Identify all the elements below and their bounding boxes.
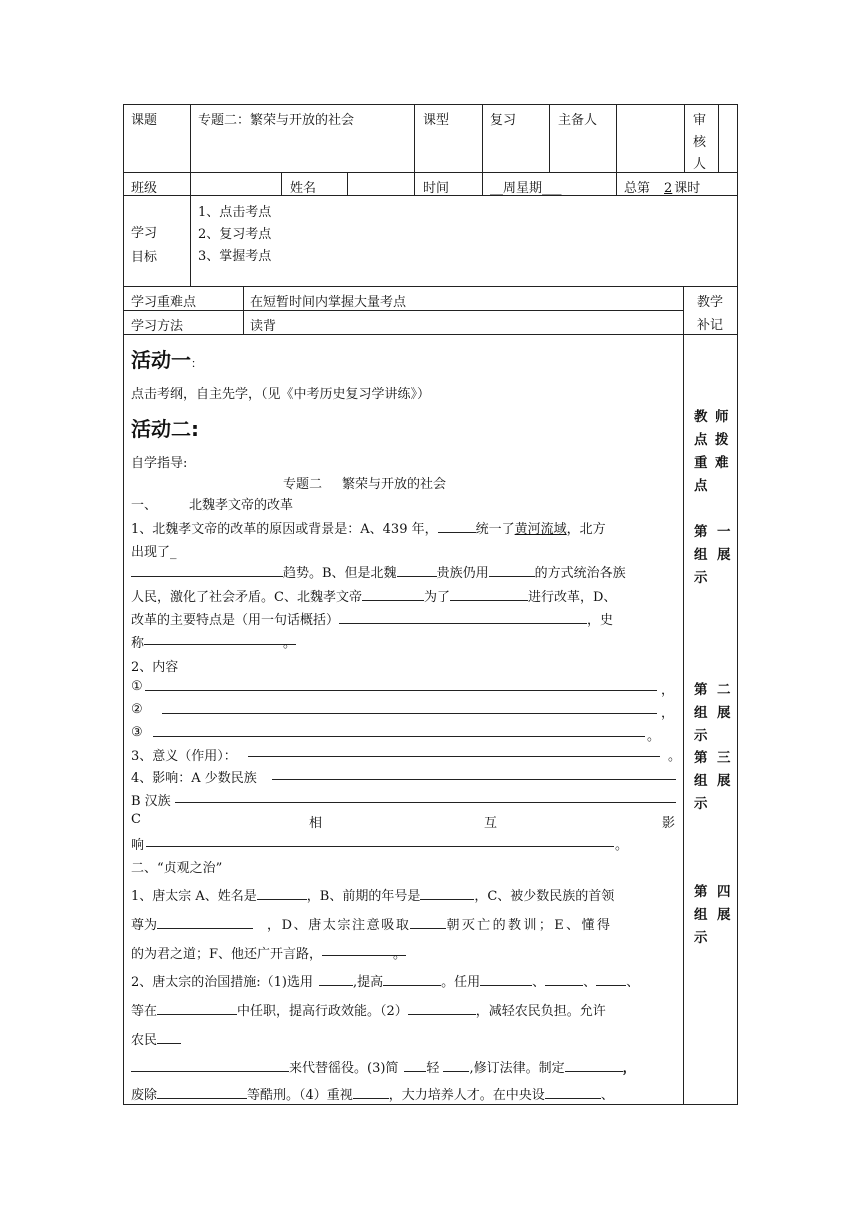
- text-span: 人民，激化了社会矛盾。C、北魏孝文帝: [131, 590, 362, 605]
- group1-char: 一: [717, 524, 731, 540]
- reform-background-line-4: [131, 586, 616, 605]
- measures-line-4: [131, 1057, 636, 1076]
- col-divider: [683, 286, 684, 1104]
- col-divider: [616, 172, 617, 195]
- blank-line: [248, 756, 660, 757]
- reform-background-line-1: [131, 518, 606, 537]
- reform-background-line-2: 出现了_: [131, 545, 177, 560]
- text-span: 的方式统治各族: [534, 566, 626, 581]
- text-span: 进行改革，D、: [527, 590, 617, 605]
- col-divider: [190, 104, 191, 172]
- text-span: ，: [622, 1061, 636, 1076]
- text-span: ，大力培养人才。在中央设: [388, 1088, 545, 1103]
- group3-char: 第: [694, 750, 708, 766]
- text-span: 贵族仍用: [436, 566, 489, 581]
- text-span: 。任用: [441, 975, 481, 990]
- self-study-guide: 自学指导:: [131, 456, 188, 471]
- col-divider: [482, 172, 483, 195]
- influence-c-char: 影: [662, 816, 676, 831]
- col-divider: [243, 286, 244, 334]
- group3-char: 示: [694, 796, 708, 812]
- row-divider: [123, 172, 738, 173]
- table-bottom-border: [123, 1104, 738, 1105]
- blank-line: [153, 736, 645, 737]
- sidebar-teacher-2: 师: [715, 409, 729, 425]
- comma: ，: [661, 683, 675, 698]
- group2-char: 第: [694, 682, 708, 698]
- reform-background-line-5: [131, 609, 613, 628]
- sidebar-teacher-1: 教: [694, 409, 708, 425]
- yellow-river-text: 黄河流域: [514, 522, 567, 537]
- text-span: ，减轻农民负担。允许: [475, 1004, 606, 1019]
- text-span: ,提高: [353, 975, 384, 990]
- blank-line: [162, 713, 657, 714]
- blank-line: [145, 690, 657, 691]
- group2-char: 示: [694, 728, 708, 744]
- total-prefix: 总第: [624, 181, 651, 196]
- goals-label-2: 目标: [131, 250, 158, 265]
- group2-char: 展: [717, 705, 731, 721]
- reform-background-line-6: [131, 632, 296, 651]
- col-divider: [549, 104, 550, 172]
- key-points-value: 在短暂时间内掌握大量考点: [250, 295, 407, 310]
- influence-a: 4、影响：A 少数民族: [131, 771, 257, 786]
- text-span: 2、唐太宗的治国措施:（1)选用: [131, 975, 313, 990]
- time-value: __周星期___: [490, 181, 562, 196]
- text-span: 废除: [131, 1088, 158, 1103]
- goals-label-1: 学习: [131, 226, 158, 241]
- row-divider: [123, 286, 738, 287]
- group4-char: 示: [694, 930, 708, 946]
- text-span: 改革的主要特点是（用一句话概括）: [131, 613, 340, 628]
- text-span: 。: [283, 636, 297, 651]
- influence-c-char: 互: [484, 816, 498, 831]
- measures-line-5: [131, 1084, 614, 1103]
- sidebar-teacher-4: 拨: [715, 432, 729, 448]
- group4-char: 四: [717, 884, 731, 900]
- text-span: 、: [600, 1088, 614, 1103]
- influence-c-char: 响: [131, 838, 145, 853]
- text-span: 统一了: [475, 522, 515, 537]
- col-divider: [281, 172, 282, 195]
- text-span: 等酷刑。（4）重视: [247, 1088, 353, 1103]
- text-span: 来代替徭役。(3)简: [289, 1061, 399, 1076]
- text-span: ，D、唐太宗注意吸取: [267, 918, 411, 933]
- label-name: 姓名: [290, 181, 317, 196]
- taizong-line-2: [131, 914, 612, 933]
- goal-item: 2、复习考点: [198, 227, 272, 242]
- group3-char: 展: [717, 773, 731, 789]
- table-left-border: [123, 104, 124, 1104]
- total-number: 2: [664, 181, 673, 196]
- topic-value: 专题二：繁荣与开放的社会: [198, 113, 355, 128]
- col-divider: [684, 104, 685, 172]
- label-key-points: 学习重难点: [131, 295, 197, 310]
- label-type: 课型: [423, 113, 450, 128]
- sidebar-teacher-3: 点: [694, 432, 708, 448]
- col-divider: [190, 172, 191, 286]
- row-divider: [123, 310, 683, 311]
- table-top-border: [123, 104, 738, 105]
- total-suffix: 课时: [674, 181, 701, 196]
- total-lessons: [624, 177, 700, 196]
- section-subtitle: [283, 473, 446, 492]
- sidebar-teacher-6: 重: [694, 455, 708, 471]
- content-item-3: ③: [131, 725, 143, 740]
- blank-line: [146, 846, 614, 847]
- content-item-1: ①: [131, 679, 143, 694]
- table-right-border: [737, 104, 738, 1104]
- group1-char: 示: [694, 570, 708, 586]
- taizong-line-3: [131, 943, 406, 962]
- subtitle-part-a: 专题二: [283, 477, 323, 492]
- col-divider: [718, 104, 719, 172]
- measures-line-1: [131, 971, 639, 990]
- measures-line-2: [131, 1000, 606, 1019]
- group4-char: 第: [694, 884, 708, 900]
- activity-one-heading: [131, 344, 202, 373]
- text-span: 中任职，提高行政效能。（2）: [237, 1004, 408, 1019]
- text-span: 轻: [426, 1061, 440, 1076]
- reviewer-char-3: 人: [693, 157, 707, 172]
- label-reviewer: [693, 109, 706, 172]
- influence-b: B 汉族: [131, 794, 171, 809]
- method-value: 读背: [250, 319, 277, 334]
- label-time: 时间: [423, 181, 450, 196]
- col-divider: [414, 104, 415, 195]
- text-span: ，史: [587, 613, 614, 628]
- text-span: ，C、被少数民族的首领: [474, 889, 615, 904]
- group3-char: 三: [717, 750, 731, 766]
- label-topic: 课题: [131, 113, 158, 128]
- section-two-title: 二、“贞观之治”: [131, 861, 223, 876]
- significance-label: 3、意义（作用）：: [131, 749, 237, 764]
- reform-background-line-3: [131, 562, 626, 581]
- group2-char: 组: [694, 705, 708, 721]
- text-span: ，B、前期的年号是: [306, 889, 421, 904]
- col-divider: [616, 104, 617, 172]
- text-span: ，北方: [566, 522, 606, 537]
- content-item-2: ②: [131, 702, 143, 717]
- text-span: ,修订法律。制定: [469, 1061, 565, 1076]
- activity-two-title: 活动二:: [131, 417, 199, 441]
- group4-char: 展: [717, 907, 731, 923]
- text-span: 朝灭亡的教训；E、懂得: [446, 918, 613, 933]
- text-span: 的为君之道；F、他还广开言路，: [131, 947, 323, 962]
- reviewer-char-2: 核: [693, 135, 707, 150]
- notes-label-2: 补记: [697, 318, 724, 333]
- text-span: 称: [131, 636, 145, 651]
- col-divider: [482, 104, 483, 172]
- subtitle-part-b: 繁荣与开放的社会: [342, 477, 447, 492]
- text-span: 趋势。B、但是北魏: [283, 566, 397, 581]
- group1-char: 组: [694, 547, 708, 563]
- period: 。: [668, 749, 682, 764]
- type-value: 复习: [490, 113, 517, 128]
- label-method: 学习方法: [131, 319, 184, 334]
- text-span: 为了: [423, 590, 450, 605]
- influence-c-char: 相: [309, 816, 323, 831]
- section-one-num: 一、: [131, 498, 158, 513]
- text-span: 农民: [131, 1033, 158, 1048]
- text-span: 1、北魏孝文帝的改革的原因或背景是：A、439 年，: [131, 522, 438, 537]
- label-preparer: 主备人: [558, 113, 598, 128]
- group1-char: 第: [694, 524, 708, 540]
- goal-item: 3、掌握考点: [198, 249, 272, 264]
- section-one-title: 北魏孝文帝的改革: [189, 498, 294, 513]
- text-span: 尊为: [131, 918, 158, 933]
- reviewer-char-1: 审: [693, 113, 707, 128]
- activity-one-text: 点击考纲，自主先学，（见《中考历史复习学讲练》）: [131, 387, 431, 402]
- text-span: 、: [532, 975, 546, 990]
- group2-char: 二: [717, 682, 731, 698]
- group3-char: 组: [694, 773, 708, 789]
- text-span: 。: [393, 947, 407, 962]
- text-span: 1、唐太宗 A、姓名是: [131, 889, 257, 904]
- text-span: 等在: [131, 1004, 158, 1019]
- goal-item: 1、点击考点: [198, 205, 272, 220]
- activity-one-title: 活动一: [131, 348, 191, 372]
- taizong-line-1: [131, 885, 614, 904]
- text-span: 、: [583, 975, 597, 990]
- content-title: 2、内容: [131, 660, 179, 675]
- period: 。: [647, 729, 661, 744]
- influence-c-char: C: [131, 812, 141, 827]
- period: 。: [615, 838, 629, 853]
- measures-line-3: [131, 1029, 181, 1048]
- notes-label-1: 教学: [697, 295, 724, 310]
- col-divider: [347, 172, 348, 195]
- sidebar-teacher-5: 难: [715, 455, 729, 471]
- row-divider: [123, 334, 738, 335]
- blank-line: [175, 802, 676, 803]
- comma: ，: [661, 706, 675, 721]
- activity-one-colon: ：: [191, 357, 202, 370]
- group4-char: 组: [694, 907, 708, 923]
- text-span: 、: [626, 975, 640, 990]
- group1-char: 展: [717, 547, 731, 563]
- sidebar-teacher-7: 点: [694, 478, 708, 494]
- label-class: 班级: [131, 181, 158, 196]
- blank-line: [272, 779, 676, 780]
